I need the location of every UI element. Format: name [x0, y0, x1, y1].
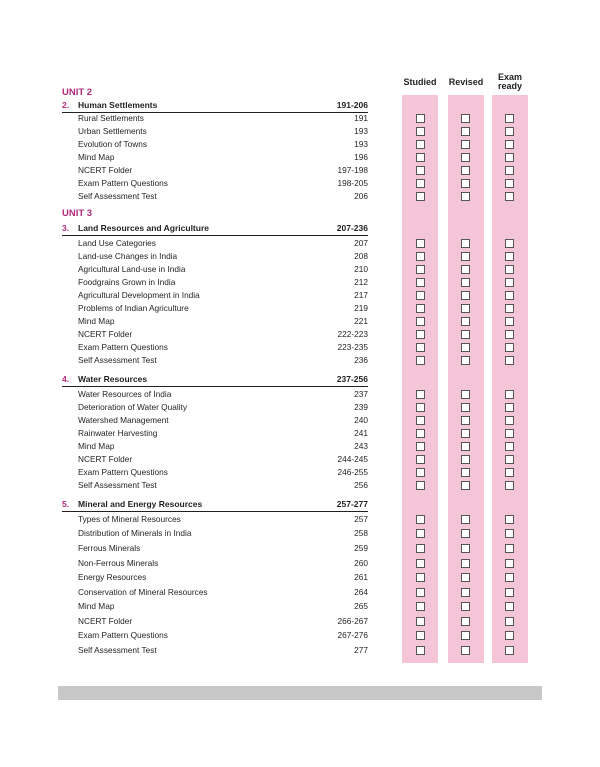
- topic-name: Land-use Changes in India: [78, 251, 178, 261]
- topic-page: 239: [354, 402, 368, 412]
- revised-checkbox[interactable]: [461, 239, 470, 248]
- studied-checkbox[interactable]: [416, 429, 425, 438]
- studied-checkbox[interactable]: [416, 646, 425, 655]
- topic-page: 210: [354, 264, 368, 274]
- chapter-pages: 191-206: [336, 100, 368, 110]
- revised-checkbox[interactable]: [461, 602, 470, 611]
- revised-checkbox[interactable]: [461, 588, 470, 597]
- exam-ready-checkbox[interactable]: [505, 481, 514, 490]
- revised-checkbox[interactable]: [461, 573, 470, 582]
- exam-ready-checkbox[interactable]: [505, 416, 514, 425]
- exam-ready-checkbox[interactable]: [505, 304, 514, 313]
- footer-bar: [58, 686, 542, 700]
- topic-page: 223-235: [337, 342, 368, 352]
- topic-name: Non-Ferrous Minerals: [78, 558, 159, 568]
- topic-name: Self Assessment Test: [78, 645, 157, 655]
- studied-checkbox[interactable]: [416, 403, 425, 412]
- topic-name: Exam Pattern Questions: [78, 178, 168, 188]
- revised-checkbox[interactable]: [461, 631, 470, 640]
- exam-ready-checkbox[interactable]: [505, 442, 514, 451]
- revised-checkbox[interactable]: [461, 390, 470, 399]
- studied-checkbox[interactable]: [416, 317, 425, 326]
- topic-name: Types of Mineral Resources: [78, 514, 181, 524]
- topic-page: 244-245: [337, 454, 368, 464]
- exam-ready-checkbox[interactable]: [505, 390, 514, 399]
- studied-checkbox[interactable]: [416, 356, 425, 365]
- topic-page: 198-205: [337, 178, 368, 188]
- studied-checkbox[interactable]: [416, 515, 425, 524]
- unit-label: UNIT 3: [62, 208, 93, 219]
- revised-checkbox[interactable]: [461, 559, 470, 568]
- exam-ready-checkbox[interactable]: [505, 239, 514, 248]
- exam-ready-checkbox[interactable]: [505, 317, 514, 326]
- revised-checkbox[interactable]: [461, 515, 470, 524]
- exam-ready-checkbox[interactable]: [505, 559, 514, 568]
- revised-checkbox[interactable]: [461, 140, 470, 149]
- chapter-heading: [62, 223, 368, 236]
- topic-page: 241: [354, 428, 368, 438]
- topic-page: 258: [354, 528, 368, 538]
- topic-name: Exam Pattern Questions: [78, 342, 168, 352]
- topic-page: 259: [354, 543, 368, 553]
- exam-ready-checkbox[interactable]: [505, 588, 514, 597]
- studied-header: Studied: [403, 77, 437, 87]
- revised-checkbox[interactable]: [461, 646, 470, 655]
- topic-name: NCERT Folder: [78, 454, 133, 464]
- topic-name: Rural Settlements: [78, 113, 144, 123]
- exam-ready-checkbox[interactable]: [505, 602, 514, 611]
- exam-ready-checkbox[interactable]: [505, 544, 514, 553]
- exam-ready-checkbox[interactable]: [505, 468, 514, 477]
- topic-name: Foodgrains Grown in India: [78, 277, 176, 287]
- studied-checkbox[interactable]: [416, 588, 425, 597]
- exam-ready-checkbox[interactable]: [505, 455, 514, 464]
- topic-name: Agricultural Development in India: [78, 290, 200, 300]
- revised-checkbox[interactable]: [461, 114, 470, 123]
- unit-label: UNIT 2: [62, 87, 93, 98]
- exam-ready-checkbox[interactable]: [505, 330, 514, 339]
- studied-checkbox[interactable]: [416, 127, 425, 136]
- exam-ready-header-line1: Exam: [497, 72, 523, 82]
- studied-checkbox[interactable]: [416, 291, 425, 300]
- topic-page: 266-267: [337, 616, 368, 626]
- revised-checkbox[interactable]: [461, 356, 470, 365]
- topic-page: 197-198: [337, 165, 368, 175]
- studied-checkbox[interactable]: [416, 529, 425, 538]
- topic-name: Distribution of Minerals in India: [78, 528, 192, 538]
- chapter-heading: [62, 499, 368, 512]
- revised-checkbox[interactable]: [461, 468, 470, 477]
- exam-ready-checkbox[interactable]: [505, 646, 514, 655]
- exam-ready-checkbox[interactable]: [505, 343, 514, 352]
- chapter-rule: [62, 386, 368, 387]
- studied-checkbox[interactable]: [416, 544, 425, 553]
- topic-name: Mind Map: [78, 441, 115, 451]
- revised-checkbox[interactable]: [461, 278, 470, 287]
- chapter-pages: 207-236: [336, 223, 368, 233]
- revised-checkbox[interactable]: [461, 304, 470, 313]
- topic-name: Exam Pattern Questions: [78, 467, 168, 477]
- exam-ready-checkbox[interactable]: [505, 265, 514, 274]
- exam-ready-checkbox[interactable]: [505, 291, 514, 300]
- revised-checkbox[interactable]: [461, 179, 470, 188]
- revised-checkbox[interactable]: [461, 455, 470, 464]
- revised-checkbox[interactable]: [461, 330, 470, 339]
- studied-checkbox[interactable]: [416, 573, 425, 582]
- revised-checkbox[interactable]: [461, 529, 470, 538]
- topic-name: Mind Map: [78, 316, 115, 326]
- topic-page: 193: [354, 139, 368, 149]
- chapter-title: Human Settlements: [78, 100, 158, 110]
- exam-ready-checkbox[interactable]: [505, 403, 514, 412]
- studied-checkbox[interactable]: [416, 252, 425, 261]
- exam-ready-checkbox[interactable]: [505, 179, 514, 188]
- topic-page: 221: [354, 316, 368, 326]
- exam-ready-checkbox[interactable]: [505, 153, 514, 162]
- studied-checkbox[interactable]: [416, 559, 425, 568]
- chapter-heading: [62, 374, 368, 387]
- chapter-heading: [62, 100, 368, 113]
- revised-checkbox[interactable]: [461, 317, 470, 326]
- exam-ready-checkbox[interactable]: [505, 515, 514, 524]
- topic-name: Land Use Categories: [78, 238, 156, 248]
- chapter-number: 5.: [62, 499, 70, 509]
- topic-page: 243: [354, 441, 368, 451]
- chapter-number: 4.: [62, 374, 70, 384]
- exam-ready-checkbox[interactable]: [505, 356, 514, 365]
- topic-name: Evolution of Towns: [78, 139, 148, 149]
- revised-checkbox[interactable]: [461, 544, 470, 553]
- chapter-rule: [62, 511, 368, 512]
- exam-ready-checkbox[interactable]: [505, 166, 514, 175]
- topic-name: Exam Pattern Questions: [78, 630, 168, 640]
- studied-checkbox[interactable]: [416, 442, 425, 451]
- studied-checkbox[interactable]: [416, 140, 425, 149]
- chapter-title: Water Resources: [78, 374, 148, 384]
- revised-checkbox[interactable]: [461, 166, 470, 175]
- topic-page: 193: [354, 126, 368, 136]
- revised-checkbox[interactable]: [461, 127, 470, 136]
- studied-checkbox[interactable]: [416, 239, 425, 248]
- chapter-title: Mineral and Energy Resources: [78, 499, 203, 509]
- exam-ready-checkbox[interactable]: [505, 252, 514, 261]
- chapter-rule: [62, 235, 368, 236]
- studied-checkbox[interactable]: [416, 278, 425, 287]
- topic-name: Conservation of Mineral Resources: [78, 587, 208, 597]
- exam-ready-checkbox[interactable]: [505, 573, 514, 582]
- exam-ready-checkbox[interactable]: [505, 114, 514, 123]
- topic-name: NCERT Folder: [78, 616, 133, 626]
- exam-ready-checkbox[interactable]: [505, 429, 514, 438]
- topic-page: 265: [354, 601, 368, 611]
- topic-page: 236: [354, 355, 368, 365]
- revised-header: Revised: [448, 77, 484, 87]
- topic-name: Deterioration of Water Quality: [78, 402, 187, 412]
- revised-checkbox[interactable]: [461, 291, 470, 300]
- topic-page: 267-276: [337, 630, 368, 640]
- studied-checkbox[interactable]: [416, 343, 425, 352]
- studied-checkbox[interactable]: [416, 166, 425, 175]
- revised-checkbox[interactable]: [461, 343, 470, 352]
- topic-name: Water Resources of India: [78, 389, 172, 399]
- studied-checkbox[interactable]: [416, 455, 425, 464]
- topic-name: NCERT Folder: [78, 165, 133, 175]
- topic-name: Watershed Management: [78, 415, 169, 425]
- topic-name: Ferrous Minerals: [78, 543, 141, 553]
- topic-page: 260: [354, 558, 368, 568]
- topic-page: 217: [354, 290, 368, 300]
- topic-page: 207: [354, 238, 368, 248]
- studied-checkbox[interactable]: [416, 114, 425, 123]
- topic-page: 246-255: [337, 467, 368, 477]
- topic-name: Agricultural Land-use in India: [78, 264, 186, 274]
- chapter-number: 3.: [62, 223, 70, 233]
- studied-checkbox[interactable]: [416, 468, 425, 477]
- studied-checkbox[interactable]: [416, 304, 425, 313]
- studied-checkbox[interactable]: [416, 265, 425, 274]
- revised-checkbox[interactable]: [461, 429, 470, 438]
- topic-page: 219: [354, 303, 368, 313]
- topic-name: Self Assessment Test: [78, 480, 157, 490]
- topic-name: Mind Map: [78, 601, 115, 611]
- revised-checkbox[interactable]: [461, 617, 470, 626]
- chapter-number: 2.: [62, 100, 70, 110]
- exam-ready-checkbox[interactable]: [505, 127, 514, 136]
- revised-checkbox[interactable]: [461, 481, 470, 490]
- topic-name: Energy Resources: [78, 572, 147, 582]
- studied-checkbox[interactable]: [416, 602, 425, 611]
- topic-page: 257: [354, 514, 368, 524]
- chapter-title: Land Resources and Agriculture: [78, 223, 209, 233]
- topic-name: Urban Settlements: [78, 126, 147, 136]
- chapter-pages: 257-277: [336, 499, 368, 509]
- topic-page: 256: [354, 480, 368, 490]
- revised-checkbox[interactable]: [461, 192, 470, 201]
- topic-name: Self Assessment Test: [78, 191, 157, 201]
- studied-checkbox[interactable]: [416, 192, 425, 201]
- topic-name: Rainwater Harvesting: [78, 428, 158, 438]
- studied-checkbox[interactable]: [416, 481, 425, 490]
- studied-checkbox[interactable]: [416, 390, 425, 399]
- revised-checkbox[interactable]: [461, 416, 470, 425]
- revised-checkbox[interactable]: [461, 252, 470, 261]
- studied-checkbox[interactable]: [416, 153, 425, 162]
- topic-name: Self Assessment Test: [78, 355, 157, 365]
- exam-ready-checkbox[interactable]: [505, 192, 514, 201]
- studied-checkbox[interactable]: [416, 330, 425, 339]
- studied-checkbox[interactable]: [416, 416, 425, 425]
- topic-page: 206: [354, 191, 368, 201]
- topic-page: 237: [354, 389, 368, 399]
- topic-page: 191: [354, 113, 368, 123]
- topic-page: 196: [354, 152, 368, 162]
- topic-name: Mind Map: [78, 152, 115, 162]
- topic-page: 277: [354, 645, 368, 655]
- topic-page: 208: [354, 251, 368, 261]
- revised-checkbox[interactable]: [461, 403, 470, 412]
- exam-ready-checkbox[interactable]: [505, 140, 514, 149]
- topic-page: 212: [354, 277, 368, 287]
- studied-checkbox[interactable]: [416, 617, 425, 626]
- topic-name: Problems of Indian Agriculture: [78, 303, 189, 313]
- studied-checkbox[interactable]: [416, 179, 425, 188]
- revised-checkbox[interactable]: [461, 265, 470, 274]
- topic-page: 261: [354, 572, 368, 582]
- studied-checkbox[interactable]: [416, 631, 425, 640]
- exam-ready-checkbox[interactable]: [505, 529, 514, 538]
- exam-ready-checkbox[interactable]: [505, 631, 514, 640]
- chapter-pages: 237-256: [336, 374, 368, 384]
- exam-ready-checkbox[interactable]: [505, 278, 514, 287]
- exam-ready-checkbox[interactable]: [505, 617, 514, 626]
- topic-page: 222-223: [337, 329, 368, 339]
- revised-checkbox[interactable]: [461, 153, 470, 162]
- exam-ready-header-line2: ready: [497, 81, 523, 91]
- topic-page: 264: [354, 587, 368, 597]
- topic-name: NCERT Folder: [78, 329, 133, 339]
- revised-checkbox[interactable]: [461, 442, 470, 451]
- topic-page: 240: [354, 415, 368, 425]
